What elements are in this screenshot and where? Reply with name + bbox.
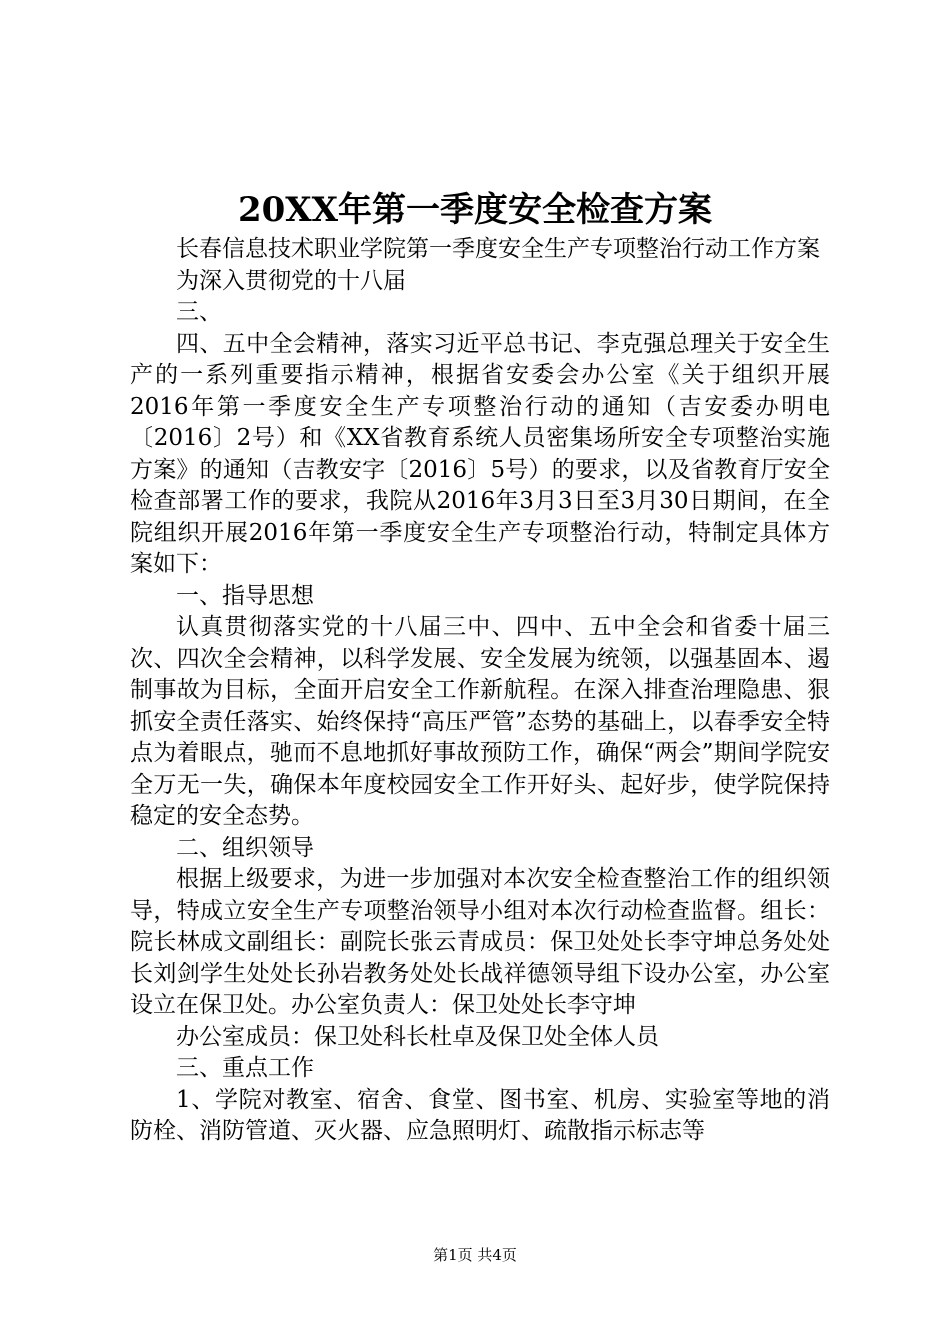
document-title: 20XX年第一季度安全检查方案 bbox=[237, 190, 713, 230]
page-number-footer: 第1页 共4页 bbox=[433, 1246, 517, 1264]
paragraph-intro-2: 三、 bbox=[176, 299, 222, 325]
document-body bbox=[130, 234, 830, 1148]
section-heading-key-work: 三、重点工作 bbox=[176, 1055, 314, 1081]
paragraph-guiding-thought: 认真贯彻落实党的十八届三中、四中、五中全会和省委十届三次、四次全会精神，以科学发展、安全发展为统领，以强基固本、遏制事故为目标，全面开启安全工作新航程。在深入排查治理隐患、狠抓安全责任落实、始终保持“高压严管”态势的基础上，以春季安全特点为着眼点，驰而不息地抓好事故预防工作，确保“两会”期间学院安全万无一失，确保本年度校园安全工作开好头、起好步，使学院保持稳定的安全态势。 bbox=[130, 614, 830, 829]
section-heading-leadership: 二、组织领导 bbox=[176, 834, 314, 861]
paragraph-intro-3: 四、五中全会精神，落实习近平总书记、李克强总理关于安全生产的一系列重要指示精神，根据省安委会办公室《关于组织开展2016年第一季度安全生产专项整治行动的通知（吉安委办明电〔2016〕2号）和《XX省教育系统人员密集场所安全专项整治实施方案》的通知（吉教安字〔2016〕5号）的要求，以及省教育厅安全检查部署工作的要求，我院从2016年3月3日至3月30日期间，在全院组织开展2016年第一季度安全生产专项整治行动，特制定具体方案如下： bbox=[130, 330, 830, 577]
paragraph-office-members: 办公室成员：保卫处科长杜卓及保卫处全体人员 bbox=[176, 1023, 659, 1050]
paragraph-intro-1: 为深入贯彻党的十八届 bbox=[176, 267, 406, 294]
paragraph-subtitle: 长春信息技术职业学院第一季度安全生产专项整治行动工作方案 bbox=[176, 236, 820, 262]
paragraph-leadership: 根据上级要求，为进一步加强对本次安全检查整治工作的组织领导，特成立安全生产专项整治领导小组对本次行动检查监督。组长：院长林成文副组长：副院长张云青成员：保卫处处长李守坤总务处处长刘剑学生处处长孙岩教务处处长战祥德领导组下设办公室，办公室设立在保卫处。办公室负责人：保卫处处长李守坤 bbox=[130, 866, 830, 1018]
section-heading-guiding-thought: 一、指导思想 bbox=[176, 582, 314, 609]
paragraph-key-work-1: 1、学院对教室、宿舍、食堂、图书室、机房、实验室等地的消防栓、消防管道、灭火器、应急照明灯、疏散指示标志等 bbox=[130, 1086, 830, 1144]
